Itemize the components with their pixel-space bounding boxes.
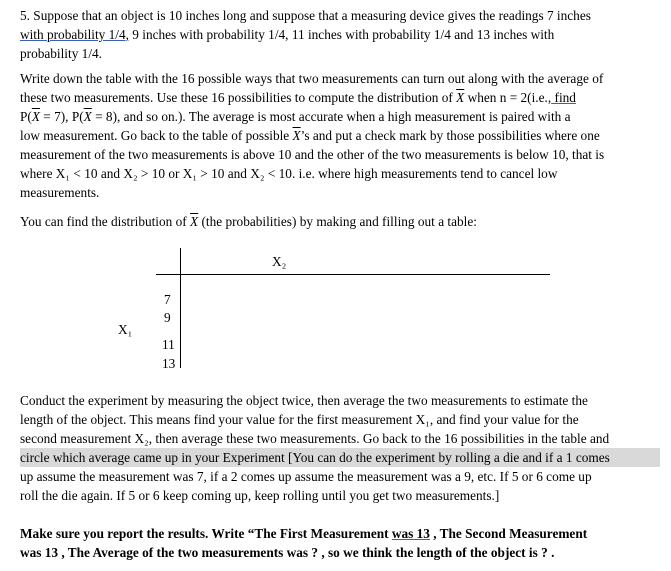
instructions-line-4 — [20, 126, 660, 145]
report-line-2: was 13 , The Average of the two measurements was ? , so we think the length of the object is ? . — [20, 545, 555, 560]
xbar-symbol: $\overline{X}$ — [456, 90, 465, 105]
problem-line-1: 5. Suppose that an object is 10 inches long and suppose that a measuring device gives the readings 7 inches — [20, 8, 591, 23]
column-header-x2: X₂ — [272, 254, 287, 269]
problem-line-2 — [20, 25, 660, 44]
experiment-paragraph — [20, 391, 660, 505]
distribution-line-b: (the probabilities) by making and filling out a table: — [198, 214, 477, 229]
instructions-line-4a: low measurement. Go back to the table of possible — [20, 128, 293, 143]
instructions-line-5: measurement of the two measurements is above 10 and the other of the two measurements is below 10, that is — [20, 147, 605, 162]
instructions-line-3a: P( — [20, 109, 32, 124]
report-line-1c: , The Second Measurement — [429, 526, 588, 541]
xbar-symbol: $\overline{X}$ — [190, 214, 199, 229]
was-13-underlined: was 13 — [391, 526, 430, 541]
table-vertical-rule — [180, 248, 181, 368]
xbar-symbol: $\overline{X}$ — [31, 109, 40, 124]
problem-statement — [20, 6, 660, 63]
row-value-13: 13 — [162, 356, 176, 371]
instructions-line-3b: = 7), P( — [39, 109, 84, 124]
instructions-line-2a: these two measurements. Use these 16 possibilities to compute the distribution of — [20, 90, 457, 105]
experiment-line-2: length of the object. This means find your value for the first measurement X₁, and find your value for the — [20, 412, 579, 427]
instructions-line-3c: = 8), and so on.). The average is most accurate when a high measurement is paired with a — [91, 109, 571, 124]
report-line-1a: Make sure you report the results. Write “The First Measurement — [20, 526, 392, 541]
distribution-line — [20, 212, 660, 231]
measurement-table — [0, 240, 671, 380]
experiment-line-6: roll the die again. If 5 or 6 keep coming up, keep rolling until you get two measurements.] — [20, 488, 500, 503]
experiment-line-4-highlighted: circle which average came up in your Experiment [You can do the experiment by rolling a die and if a 1 comes — [20, 448, 660, 467]
instructions-paragraph — [20, 69, 660, 202]
instructions-line-6: where X₁ < 10 and X₂ > 10 or X₁ > 10 and X₂ < 10. i.e. where high measurements tend to cancel low — [20, 166, 558, 181]
instructions-line-4b: ’s and put a check mark by those possibilities where one — [300, 128, 600, 143]
find-underlined: find — [551, 90, 576, 105]
instructions-line-2b: when n = 2(i.e., — [464, 90, 552, 105]
distribution-line-a: You can find the distribution of — [20, 214, 191, 229]
xbar-symbol: $\overline{X}$ — [292, 128, 301, 143]
row-value-9: 9 — [164, 310, 171, 325]
xbar-symbol: $\overline{X}$ — [83, 109, 92, 124]
report-line-1 — [20, 524, 660, 543]
probability-quarter-underlined: with probability 1/4, — [20, 27, 129, 42]
row-value-11: 11 — [162, 337, 175, 352]
instructions-line-1: Write down the table with the 16 possible ways that two measurements can turn out along with the average of — [20, 71, 604, 86]
instructions-line-7: measurements. — [20, 185, 100, 200]
instructions-line-2 — [20, 88, 660, 107]
row-header-x1: X₁ — [118, 322, 133, 337]
problem-line-2-rest: 9 inches with probability 1/4, 11 inches with probability 1/4 and 13 inches with — [128, 27, 555, 42]
experiment-line-1: Conduct the experiment by measuring the object twice, then average the two measurements to estimate the — [20, 393, 588, 408]
table-horizontal-rule — [156, 274, 550, 275]
experiment-line-3: second measurement X₂, then average these two measurements. Go back to the 16 possibilities in the table and — [20, 431, 610, 446]
report-paragraph — [20, 524, 660, 562]
experiment-line-5: up assume the measurement was 7, if a 2 comes up assume the measurement was a 9, etc. If 5 or 6 come up — [20, 469, 592, 484]
instructions-line-3 — [20, 107, 660, 126]
row-value-7: 7 — [164, 292, 171, 307]
distribution-text — [20, 212, 660, 231]
problem-line-3: probability 1/4. — [20, 46, 102, 61]
